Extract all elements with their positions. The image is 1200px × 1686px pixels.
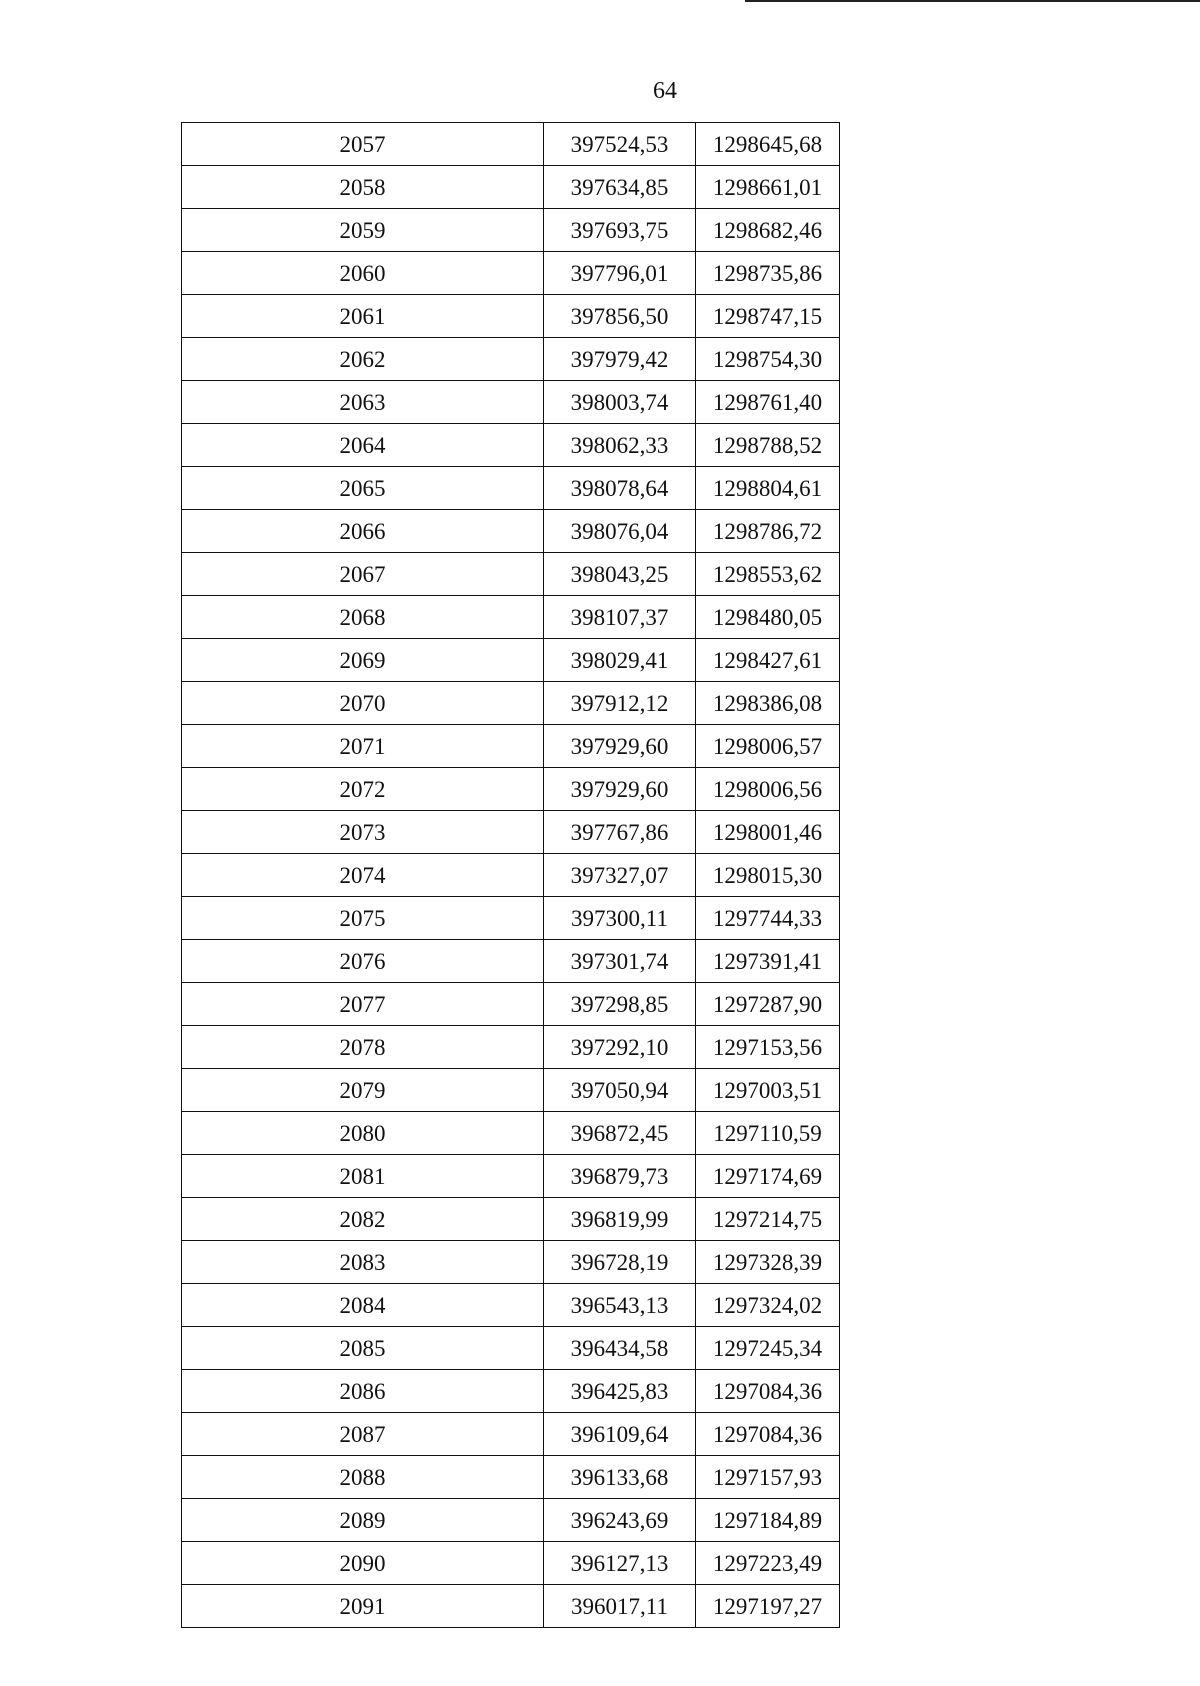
table-row bbox=[182, 1370, 840, 1413]
point-number-cell: 2059 bbox=[182, 209, 544, 252]
y-coordinate-cell: 1297084,36 bbox=[696, 1413, 840, 1456]
table-row bbox=[182, 1198, 840, 1241]
y-coordinate-cell: 1297744,33 bbox=[696, 897, 840, 940]
table-row bbox=[182, 1241, 840, 1284]
x-coordinate-cell: 397767,86 bbox=[544, 811, 696, 854]
x-coordinate-cell: 397856,50 bbox=[544, 295, 696, 338]
y-coordinate-cell: 1298006,56 bbox=[696, 768, 840, 811]
x-coordinate-cell: 396109,64 bbox=[544, 1413, 696, 1456]
y-coordinate-cell: 1298747,15 bbox=[696, 295, 840, 338]
table-row bbox=[182, 381, 840, 424]
x-coordinate-cell: 398003,74 bbox=[544, 381, 696, 424]
table-row bbox=[182, 768, 840, 811]
x-coordinate-cell: 396819,99 bbox=[544, 1198, 696, 1241]
point-number-cell: 2077 bbox=[182, 983, 544, 1026]
table-row bbox=[182, 1026, 840, 1069]
y-coordinate-cell: 1297324,02 bbox=[696, 1284, 840, 1327]
table-row bbox=[182, 1413, 840, 1456]
x-coordinate-cell: 397292,10 bbox=[544, 1026, 696, 1069]
top-border-line bbox=[745, 0, 1200, 2]
y-coordinate-cell: 1298386,08 bbox=[696, 682, 840, 725]
y-coordinate-cell: 1297184,89 bbox=[696, 1499, 840, 1542]
y-coordinate-cell: 1297153,56 bbox=[696, 1026, 840, 1069]
table-row bbox=[182, 209, 840, 252]
x-coordinate-cell: 397693,75 bbox=[544, 209, 696, 252]
point-number-cell: 2090 bbox=[182, 1542, 544, 1585]
x-coordinate-cell: 396872,45 bbox=[544, 1112, 696, 1155]
x-coordinate-cell: 396543,13 bbox=[544, 1284, 696, 1327]
y-coordinate-cell: 1298804,61 bbox=[696, 467, 840, 510]
table-row bbox=[182, 295, 840, 338]
x-coordinate-cell: 396425,83 bbox=[544, 1370, 696, 1413]
y-coordinate-cell: 1297197,27 bbox=[696, 1585, 840, 1628]
x-coordinate-cell: 398062,33 bbox=[544, 424, 696, 467]
point-number-cell: 2071 bbox=[182, 725, 544, 768]
table-row bbox=[182, 725, 840, 768]
y-coordinate-cell: 1297214,75 bbox=[696, 1198, 840, 1241]
point-number-cell: 2065 bbox=[182, 467, 544, 510]
y-coordinate-cell: 1298001,46 bbox=[696, 811, 840, 854]
y-coordinate-cell: 1298682,46 bbox=[696, 209, 840, 252]
table-row bbox=[182, 553, 840, 596]
y-coordinate-cell: 1298015,30 bbox=[696, 854, 840, 897]
y-coordinate-cell: 1297157,93 bbox=[696, 1456, 840, 1499]
table-row bbox=[182, 983, 840, 1026]
x-coordinate-cell: 397300,11 bbox=[544, 897, 696, 940]
x-coordinate-cell: 396127,13 bbox=[544, 1542, 696, 1585]
x-coordinate-cell: 396879,73 bbox=[544, 1155, 696, 1198]
x-coordinate-cell: 398043,25 bbox=[544, 553, 696, 596]
x-coordinate-cell: 396728,19 bbox=[544, 1241, 696, 1284]
table-row bbox=[182, 940, 840, 983]
point-number-cell: 2064 bbox=[182, 424, 544, 467]
point-number-cell: 2083 bbox=[182, 1241, 544, 1284]
table-row bbox=[182, 639, 840, 682]
y-coordinate-cell: 1298427,61 bbox=[696, 639, 840, 682]
y-coordinate-cell: 1298754,30 bbox=[696, 338, 840, 381]
point-number-cell: 2060 bbox=[182, 252, 544, 295]
table-row bbox=[182, 1069, 840, 1112]
x-coordinate-cell: 396434,58 bbox=[544, 1327, 696, 1370]
y-coordinate-cell: 1298553,62 bbox=[696, 553, 840, 596]
x-coordinate-cell: 397298,85 bbox=[544, 983, 696, 1026]
point-number-cell: 2074 bbox=[182, 854, 544, 897]
x-coordinate-cell: 397979,42 bbox=[544, 338, 696, 381]
x-coordinate-cell: 397524,53 bbox=[544, 123, 696, 166]
point-number-cell: 2070 bbox=[182, 682, 544, 725]
y-coordinate-cell: 1298645,68 bbox=[696, 123, 840, 166]
point-number-cell: 2075 bbox=[182, 897, 544, 940]
table-row bbox=[182, 166, 840, 209]
table-row bbox=[182, 123, 840, 166]
point-number-cell: 2088 bbox=[182, 1456, 544, 1499]
point-number-cell: 2062 bbox=[182, 338, 544, 381]
y-coordinate-cell: 1298735,86 bbox=[696, 252, 840, 295]
y-coordinate-cell: 1298480,05 bbox=[696, 596, 840, 639]
point-number-cell: 2058 bbox=[182, 166, 544, 209]
y-coordinate-cell: 1297287,90 bbox=[696, 983, 840, 1026]
table-row bbox=[182, 854, 840, 897]
x-coordinate-cell: 396243,69 bbox=[544, 1499, 696, 1542]
point-number-cell: 2057 bbox=[182, 123, 544, 166]
table-row bbox=[182, 338, 840, 381]
table-row bbox=[182, 1155, 840, 1198]
point-number-cell: 2082 bbox=[182, 1198, 544, 1241]
y-coordinate-cell: 1298006,57 bbox=[696, 725, 840, 768]
point-number-cell: 2087 bbox=[182, 1413, 544, 1456]
point-number-cell: 2089 bbox=[182, 1499, 544, 1542]
point-number-cell: 2085 bbox=[182, 1327, 544, 1370]
table-row bbox=[182, 1499, 840, 1542]
point-number-cell: 2078 bbox=[182, 1026, 544, 1069]
point-number-cell: 2076 bbox=[182, 940, 544, 983]
point-number-cell: 2063 bbox=[182, 381, 544, 424]
x-coordinate-cell: 397050,94 bbox=[544, 1069, 696, 1112]
table-row bbox=[182, 811, 840, 854]
table-row bbox=[182, 1327, 840, 1370]
x-coordinate-cell: 397634,85 bbox=[544, 166, 696, 209]
y-coordinate-cell: 1297328,39 bbox=[696, 1241, 840, 1284]
table-row bbox=[182, 1112, 840, 1155]
x-coordinate-cell: 398107,37 bbox=[544, 596, 696, 639]
y-coordinate-cell: 1297174,69 bbox=[696, 1155, 840, 1198]
point-number-cell: 2080 bbox=[182, 1112, 544, 1155]
coordinates-table-body bbox=[182, 123, 840, 1628]
point-number-cell: 2073 bbox=[182, 811, 544, 854]
point-number-cell: 2081 bbox=[182, 1155, 544, 1198]
point-number-cell: 2066 bbox=[182, 510, 544, 553]
x-coordinate-cell: 397327,07 bbox=[544, 854, 696, 897]
point-number-cell: 2079 bbox=[182, 1069, 544, 1112]
table-row bbox=[182, 424, 840, 467]
coordinates-table bbox=[181, 122, 840, 1628]
x-coordinate-cell: 397301,74 bbox=[544, 940, 696, 983]
table-row bbox=[182, 682, 840, 725]
table-row bbox=[182, 596, 840, 639]
y-coordinate-cell: 1297391,41 bbox=[696, 940, 840, 983]
table-row bbox=[182, 510, 840, 553]
table-row bbox=[182, 1456, 840, 1499]
y-coordinate-cell: 1297245,34 bbox=[696, 1327, 840, 1370]
x-coordinate-cell: 396017,11 bbox=[544, 1585, 696, 1628]
y-coordinate-cell: 1297223,49 bbox=[696, 1542, 840, 1585]
point-number-cell: 2086 bbox=[182, 1370, 544, 1413]
point-number-cell: 2061 bbox=[182, 295, 544, 338]
x-coordinate-cell: 397796,01 bbox=[544, 252, 696, 295]
table-row bbox=[182, 1542, 840, 1585]
point-number-cell: 2067 bbox=[182, 553, 544, 596]
table-row bbox=[182, 252, 840, 295]
table-row bbox=[182, 897, 840, 940]
x-coordinate-cell: 397929,60 bbox=[544, 768, 696, 811]
y-coordinate-cell: 1298788,52 bbox=[696, 424, 840, 467]
y-coordinate-cell: 1297003,51 bbox=[696, 1069, 840, 1112]
point-number-cell: 2084 bbox=[182, 1284, 544, 1327]
table-row bbox=[182, 1284, 840, 1327]
point-number-cell: 2069 bbox=[182, 639, 544, 682]
x-coordinate-cell: 397929,60 bbox=[544, 725, 696, 768]
y-coordinate-cell: 1297110,59 bbox=[696, 1112, 840, 1155]
y-coordinate-cell: 1297084,36 bbox=[696, 1370, 840, 1413]
x-coordinate-cell: 397912,12 bbox=[544, 682, 696, 725]
point-number-cell: 2068 bbox=[182, 596, 544, 639]
table-row bbox=[182, 1585, 840, 1628]
point-number-cell: 2072 bbox=[182, 768, 544, 811]
x-coordinate-cell: 398076,04 bbox=[544, 510, 696, 553]
y-coordinate-cell: 1298661,01 bbox=[696, 166, 840, 209]
table-row bbox=[182, 467, 840, 510]
page-number: 64 bbox=[653, 78, 677, 104]
x-coordinate-cell: 398078,64 bbox=[544, 467, 696, 510]
y-coordinate-cell: 1298786,72 bbox=[696, 510, 840, 553]
y-coordinate-cell: 1298761,40 bbox=[696, 381, 840, 424]
point-number-cell: 2091 bbox=[182, 1585, 544, 1628]
x-coordinate-cell: 398029,41 bbox=[544, 639, 696, 682]
x-coordinate-cell: 396133,68 bbox=[544, 1456, 696, 1499]
